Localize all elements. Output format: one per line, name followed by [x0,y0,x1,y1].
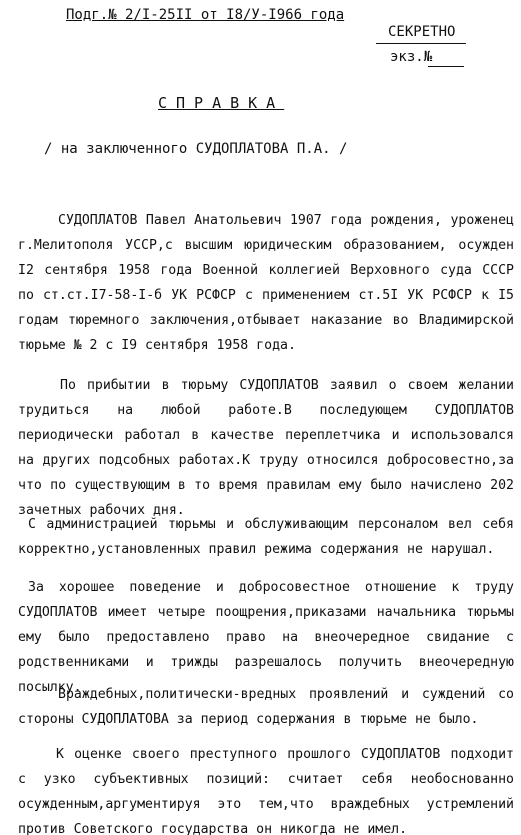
classification-underline [376,43,466,44]
paragraph-conduct: С администрацией тюрьмы и обслуживающим персоналом вел себя корректно,установленных правил режима содержания не нарушал. [18,517,514,557]
classification-stamp: СЕКРЕТНО [388,24,456,40]
copy-number-label: экз.№ [390,49,433,65]
document-subtitle: / на заключенного СУДОПЛАТОВА П.А. / [44,141,348,157]
document-title: СПРАВКА [158,94,285,112]
reference-number: Подг.№ 2/I-25II от I8/У-I966 года [66,7,345,23]
paragraph-work: По прибытии в тюрьму СУДОПЛАТОВ заявил о своем желании трудиться на любой работе.В последующем СУДОПЛАТОВ периодически работал в качестве переплетчика и использовался на других подсобных работах.К труду относился добросовестно,за что по существующим в то время правилам ему было начислено 202 зачетных рабочих дня. [18,378,514,518]
paragraph-assessment: К оценке своего преступного прошлого СУДОПЛАТОВ подходит с узко субъективных позиций: считает себя необоснованно осужденным,аргументируя это тем,что враждебных устремлений против Советского государства он никогда не имел. [18,747,514,835]
copy-number-blank [428,66,464,67]
paragraph-political: Враждебных,политически-вредных проявлений и суждений со стороны СУДОПЛАТОВА за период содержания в тюрьме не было. [18,687,514,727]
paragraph-rewards: За хорошее поведение и добросовестное отношение к труду СУДОПЛАТОВ имеет четыре поощрения,приказами начальника тюрьмы ему было предоставлено право на внеочередное свидание с родственниками и трижды разрешалось получить внеочередную посылку. [18,580,514,695]
paragraph-biography: СУДОПЛАТОВ Павел Анатольевич 1907 года рождения, уроженец г.Мелитополя УССР,с высшим юридическим образованием, осужден I2 сентября 1958 года Военной коллегией Верховного суда СССР по ст.ст.I7-58-I-б УК РСФСР с применением ст.5I УК РСФСР к I5 годам тюремного заключения,отбывает наказание во Владимирской тюрьме № 2 с I9 сентября 1958 года. [18,213,514,353]
